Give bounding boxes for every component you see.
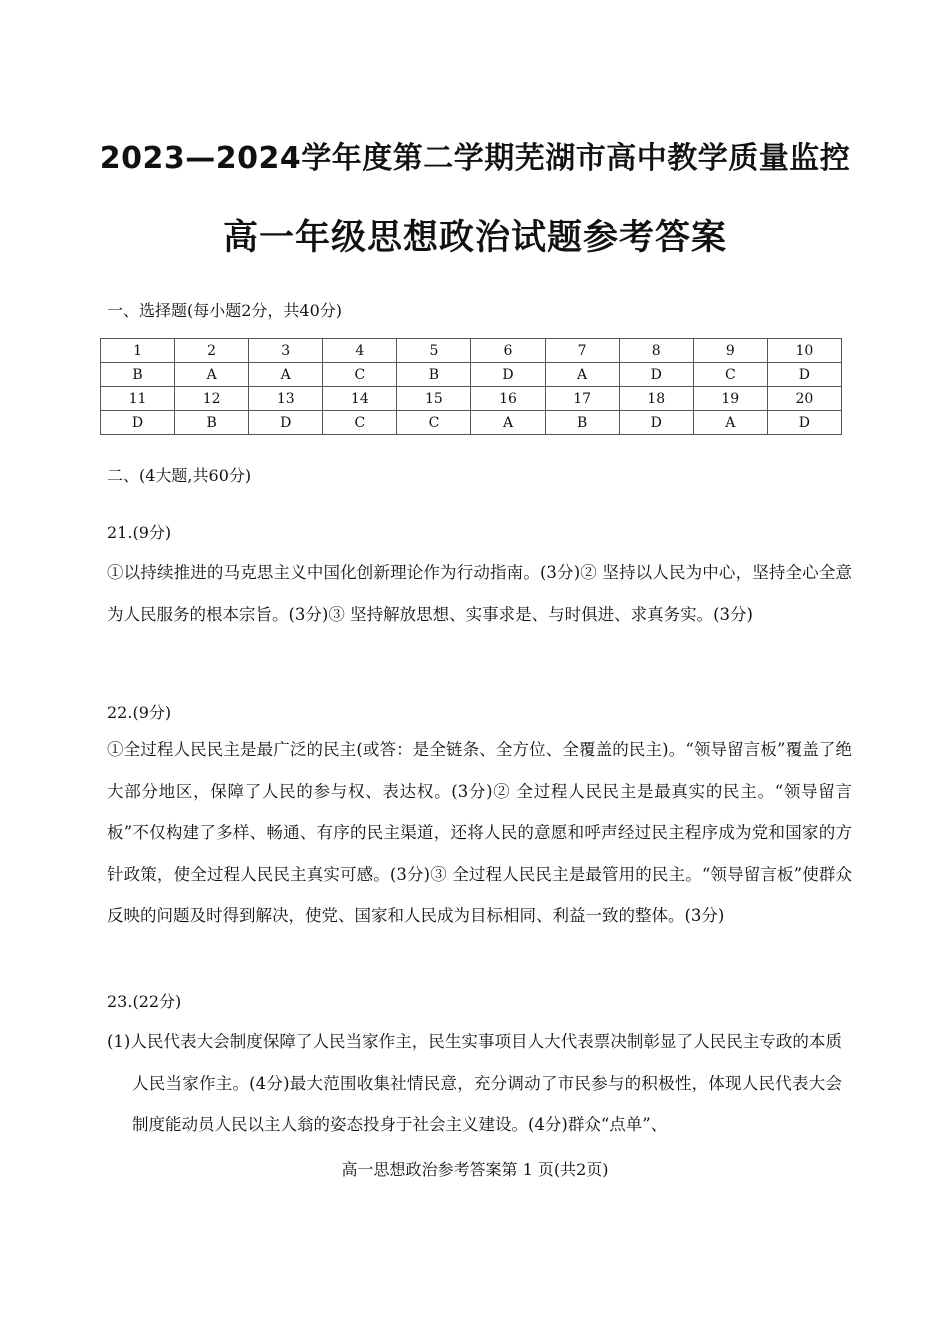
question-21-answer: ①以持续推进的马克思主义中国化创新理论作为行动指南。(3分)② 坚持以人民为中心，坚持全心全意为人民服务的根本宗旨。(3分)③ 坚持解放思想、实事求是、与时俱进、求真务实。(3分) bbox=[107, 563, 852, 624]
question-22-answer: ①全过程人民民主是最广泛的民主(或答：是全链条、全方位、全覆盖的民主)。“领导留言板”覆盖了绝大部分地区，保障了人民的参与权、表达权。(3分)② 全过程人民民主是最真实的民主。“领导留言板”不仅构建了多样、畅通、有序的民主渠道，还将人民的意愿和呼声经过民主程序成为党和国家的方针政策，使全过程人民民主真实可感。(3分)③ 全过程人民民主是最管用的民主。“领导留言板”使群众反映的问题及时得到解决，使党、国家和人民成为目标相同、利益一致的整体。(3分) bbox=[107, 740, 852, 926]
answer-cell: D bbox=[101, 411, 175, 435]
question-number-cell: 16 bbox=[471, 387, 545, 411]
section-heading-choice: 一、选择题(每小题2分，共40分) bbox=[107, 301, 343, 320]
answer-cell: B bbox=[545, 411, 619, 435]
question-23-heading: 23.(22分) bbox=[107, 992, 182, 1011]
answer-cell: B bbox=[101, 363, 175, 387]
question-number-cell: 4 bbox=[323, 339, 397, 363]
answer-cell: B bbox=[397, 363, 471, 387]
answer-cell: A bbox=[471, 411, 545, 435]
answer-cell: A bbox=[249, 363, 323, 387]
document-title: 2023—2024学年度第二学期芜湖市高中教学质量监控 bbox=[99, 141, 851, 176]
answer-cell: C bbox=[323, 411, 397, 435]
question-number-cell: 2 bbox=[175, 339, 249, 363]
question-number-cell: 17 bbox=[545, 387, 619, 411]
answer-cell: A bbox=[545, 363, 619, 387]
answer-cell: D bbox=[767, 363, 841, 387]
question-21-heading: 21.(9分) bbox=[107, 523, 172, 542]
question-number-cell: 7 bbox=[545, 339, 619, 363]
question-number-cell: 19 bbox=[693, 387, 767, 411]
question-23-answer: (1)人民代表大会制度保障了人民当家作主，民生实事项目人大代表票决制彰显了人民民主专政的本质人民当家作主。(4分)最大范围收集社情民意，充分调动了市民参与的积极性，体现人民代表大会制度能动员人民以主人翁的姿态投身于社会主义建设。(4分)群众“点单”、 bbox=[107, 1032, 842, 1135]
question-number-cell: 9 bbox=[693, 339, 767, 363]
answer-cell: C bbox=[397, 411, 471, 435]
question-number-row bbox=[101, 387, 842, 411]
question-number-cell: 3 bbox=[249, 339, 323, 363]
question-number-cell: 10 bbox=[767, 339, 841, 363]
section-heading-essay: 二、(4大题,共60分) bbox=[107, 466, 252, 485]
question-number-cell: 12 bbox=[175, 387, 249, 411]
question-number-cell: 13 bbox=[249, 387, 323, 411]
answer-cell: D bbox=[767, 411, 841, 435]
answer-cell: D bbox=[619, 411, 693, 435]
question-number-cell: 15 bbox=[397, 387, 471, 411]
answer-cell: D bbox=[471, 363, 545, 387]
question-number-cell: 14 bbox=[323, 387, 397, 411]
question-number-cell: 1 bbox=[101, 339, 175, 363]
answer-row bbox=[101, 411, 842, 435]
question-number-cell: 18 bbox=[619, 387, 693, 411]
answer-cell: D bbox=[619, 363, 693, 387]
question-number-cell: 8 bbox=[619, 339, 693, 363]
answer-table bbox=[100, 338, 842, 435]
question-number-cell: 6 bbox=[471, 339, 545, 363]
page-footer: 高一思想政治参考答案第 1 页(共2页) bbox=[341, 1160, 609, 1179]
question-number-cell: 11 bbox=[101, 387, 175, 411]
answer-cell: B bbox=[175, 411, 249, 435]
answer-cell: D bbox=[249, 411, 323, 435]
document-subtitle: 高一年级思想政治试题参考答案 bbox=[222, 218, 727, 258]
question-22-heading: 22.(9分) bbox=[107, 703, 172, 722]
answer-cell: A bbox=[175, 363, 249, 387]
answer-cell: A bbox=[693, 411, 767, 435]
question-number-cell: 20 bbox=[767, 387, 841, 411]
answer-cell: C bbox=[693, 363, 767, 387]
question-number-row bbox=[101, 339, 842, 363]
answer-cell: C bbox=[323, 363, 397, 387]
answer-row bbox=[101, 363, 842, 387]
question-number-cell: 5 bbox=[397, 339, 471, 363]
